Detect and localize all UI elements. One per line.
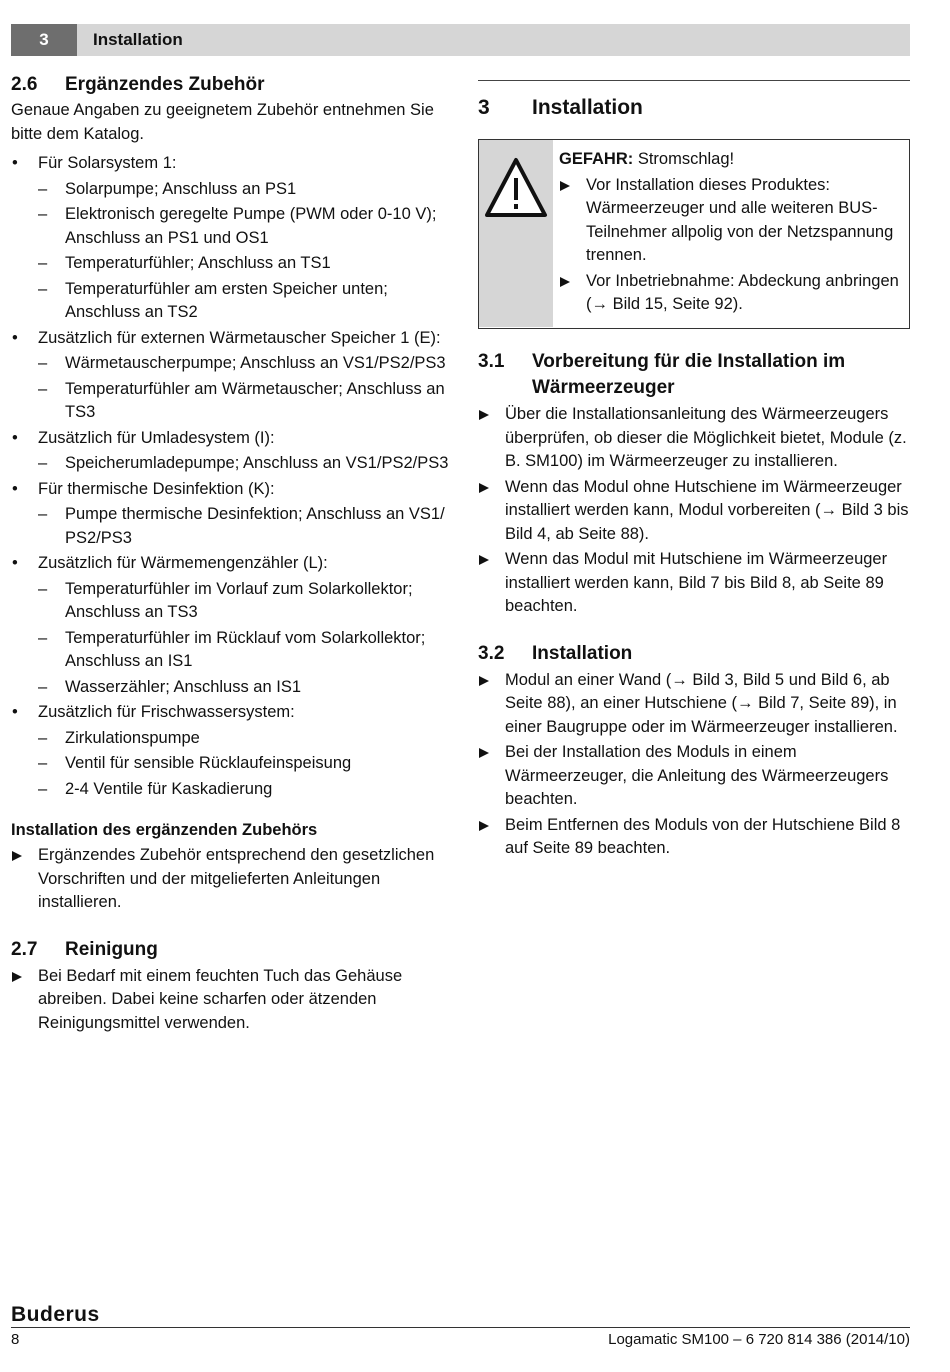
sub-item-text: Zirkulationspumpe	[65, 728, 200, 747]
section-number: 3.2	[478, 642, 505, 664]
section-title: Reinigung	[65, 938, 158, 960]
action-arrow-icon	[479, 821, 489, 831]
sub-item-text: Temperaturfühler; Anschluss an TS1	[65, 254, 331, 272]
chapter-header	[11, 24, 910, 56]
section-title: Installation	[532, 642, 633, 664]
action-arrow-icon	[12, 972, 22, 982]
install-accessories-heading: Installation des ergänzenden Zubehörs	[11, 821, 318, 839]
section-3-1-heading	[478, 349, 910, 401]
section-intro: Genaue Angaben zu geeignetem Zubehör entnehmen Sie bitte dem Katalog.	[11, 101, 434, 143]
section-3-2-actions	[478, 669, 910, 861]
danger-warning-box	[478, 139, 910, 329]
section-2-7-heading	[11, 937, 451, 963]
action-text: Über die Installationsanleitung des Wärmeerzeugers überprüfen, ob dieser die Möglichkeit bietet, Module (z. B. SM100) im Wärmeerzeuger zu installieren.	[505, 405, 907, 470]
section-3-heading	[478, 93, 910, 123]
sub-item-text: Speicherumladepumpe; Anschluss an VS1/PS2/PS3	[65, 454, 449, 472]
warning-text: Stromschlag!	[633, 150, 735, 168]
sub-item-text: Wärmetauscherpumpe; Anschluss an VS1/PS2/PS3	[65, 354, 446, 372]
sub-list-item	[11, 352, 451, 376]
sub-list-item	[11, 378, 451, 425]
list-item: • Für thermische Desinfektion (K):	[11, 478, 451, 502]
action-item	[478, 741, 910, 812]
page-number: 8	[11, 1331, 20, 1348]
sub-list-item	[11, 578, 451, 625]
chapter-title: Installation	[93, 30, 183, 49]
action-text: Bei Bedarf mit einem feuchten Tuch das Gehäuse abreiben. Dabei keine scharfen oder ätzenden Reinigungsmittel verwenden.	[38, 966, 403, 1032]
list-item: • Zusätzlich für Umladesystem (I):	[11, 427, 451, 451]
action-text: Wenn das Modul mit Hutschiene im Wärmeerzeuger installiert werden kann, Bild 7 bis Bild 8, ab Seite 89 beachten.	[505, 550, 888, 615]
dash-marker: –	[38, 677, 48, 696]
action-text: Vor Installation dieses Produktes: Wärmeerzeuger und alle weiteren BUS-Teilnehmer allpolig von der Netzspannung trennen.	[586, 175, 894, 264]
action-item	[11, 965, 451, 1036]
sub-item-text: Wasserzähler; Anschluss an IS1	[65, 677, 301, 696]
action-arrow-icon	[12, 851, 22, 861]
list-item: • Zusätzlich für Wärmemengenzähler (L):	[11, 552, 451, 576]
section-title: Ergänzendes Zubehör	[65, 74, 265, 95]
sub-item-text: Temperaturfühler am ersten Speicher unten; Anschluss an TS2	[65, 279, 388, 321]
warning-actions	[559, 174, 903, 317]
sub-list-item	[11, 252, 451, 276]
dash-marker: –	[38, 205, 48, 223]
action-arrow-icon	[560, 181, 570, 191]
section-number: 2.6	[11, 74, 38, 95]
brand-logo: Buderus	[11, 1303, 100, 1326]
dash-marker: –	[38, 454, 48, 472]
section-number: 2.7	[11, 938, 38, 960]
action-item	[559, 270, 903, 317]
sub-list-item	[11, 278, 451, 325]
warning-content	[559, 148, 903, 317]
section-number: 3.1	[478, 351, 505, 372]
accessory-list	[11, 152, 451, 801]
sub-item-text: Temperaturfühler im Vorlauf zum Solarkollektor; Anschluss an TS3	[65, 579, 413, 621]
action-text: Bei der Installation des Moduls in einem Wärmeerzeuger, die Anleitung des Wärmeerzeugers beachten.	[505, 743, 889, 808]
sub-list-item	[11, 727, 451, 751]
dash-marker: –	[38, 754, 48, 772]
action-item	[478, 476, 910, 547]
action-arrow-icon	[479, 748, 489, 758]
dash-marker: –	[38, 379, 48, 398]
dash-marker: –	[38, 254, 48, 272]
sub-item-text: Elektronisch geregelte Pumpe (PWM oder 0-10 V); Anschluss an PS1 und OS1	[65, 205, 437, 247]
sub-list-item	[11, 752, 451, 776]
action-text: Modul an einer Wand (→ Bild 3, Bild 5 und Bild 6, ab Seite 88), an einer Hutschiene (→ Bild 7, Seite 89), in einer Baugruppe oder im Wärmeerzeuger installieren.	[505, 670, 898, 736]
sub-list-item	[11, 627, 451, 674]
dash-marker: –	[38, 779, 48, 798]
action-text: Wenn das Modul ohne Hutschiene im Wärmeerzeuger installiert werden kann, Modul vorbereiten (→ Bild 3 bis Bild 4, ab Seite 88).	[505, 477, 909, 543]
sub-list-item	[11, 503, 451, 550]
warning-title	[559, 148, 903, 172]
sub-item-text: Temperaturfühler am Wärmetauscher; Anschluss an TS3	[65, 379, 445, 421]
action-item	[478, 548, 910, 619]
list-item: • Zusätzlich für externen Wärmetauscher Speicher 1 (E):	[11, 327, 451, 351]
section-title: Installation	[532, 96, 643, 119]
section-3-2-heading	[478, 641, 910, 667]
action-text: Beim Entfernen des Moduls von der Hutschiene Bild 8 auf Seite 89 beachten.	[505, 815, 901, 857]
action-item	[478, 669, 910, 740]
section-2-6-heading	[11, 72, 451, 98]
action-arrow-icon	[479, 555, 489, 565]
document-reference: Logamatic SM100 – 6 720 814 386 (2014/10)	[608, 1331, 910, 1348]
sub-list-item	[11, 778, 451, 802]
action-item	[478, 814, 910, 861]
action-text: Vor Inbetriebnahme: Abdeckung anbringen (→ Bild 15, Seite 92).	[586, 271, 899, 313]
section-3-1-actions	[478, 403, 910, 619]
left-column	[11, 72, 451, 1035]
action-arrow-icon	[479, 483, 489, 493]
dash-marker: –	[38, 628, 48, 647]
footer-divider	[11, 1327, 910, 1328]
action-text: Ergänzendes Zubehör entsprechend den gesetzlichen Vorschriften und der mitgelieferten Anleitungen installieren.	[38, 846, 435, 911]
action-arrow-icon	[479, 676, 489, 686]
sub-item-text: Temperaturfühler im Rücklauf vom Solarkollektor; Anschluss an IS1	[65, 628, 426, 670]
dash-marker: –	[38, 279, 48, 298]
action-item	[478, 403, 910, 474]
dash-marker: –	[38, 505, 48, 523]
section-title: Vorbereitung für die Installation im Wärmeerzeuger	[532, 351, 846, 398]
dash-marker: –	[38, 179, 48, 198]
action-item	[559, 174, 903, 268]
section-number: 3	[478, 96, 490, 119]
sub-list-item	[11, 676, 451, 700]
list-item: • Zusätzlich für Frischwassersystem:	[11, 701, 451, 725]
right-column	[478, 80, 910, 861]
dash-marker: –	[38, 728, 48, 747]
action-arrow-icon	[479, 410, 489, 420]
sub-item-text: Ventil für sensible Rücklaufeinspeisung	[65, 754, 352, 772]
warning-triangle-icon	[479, 140, 553, 327]
sub-item-text: 2-4 Ventile für Kaskadierung	[65, 779, 273, 798]
dash-marker: –	[38, 579, 48, 598]
sub-list-item	[11, 452, 451, 476]
action-arrow-icon	[560, 277, 570, 287]
warning-label: GEFAHR:	[559, 150, 634, 168]
chapter-number: 3	[11, 24, 77, 56]
action-item	[11, 844, 451, 915]
sub-item-text: Solarpumpe; Anschluss an PS1	[65, 179, 297, 198]
sub-list-item	[11, 178, 451, 202]
sub-item-text: Pumpe thermische Desinfektion; Anschluss an VS1/ PS2/PS3	[65, 505, 445, 547]
dash-marker: –	[38, 354, 48, 372]
sub-list-item	[11, 203, 451, 250]
list-item: • Für Solarsystem 1:	[11, 152, 451, 176]
